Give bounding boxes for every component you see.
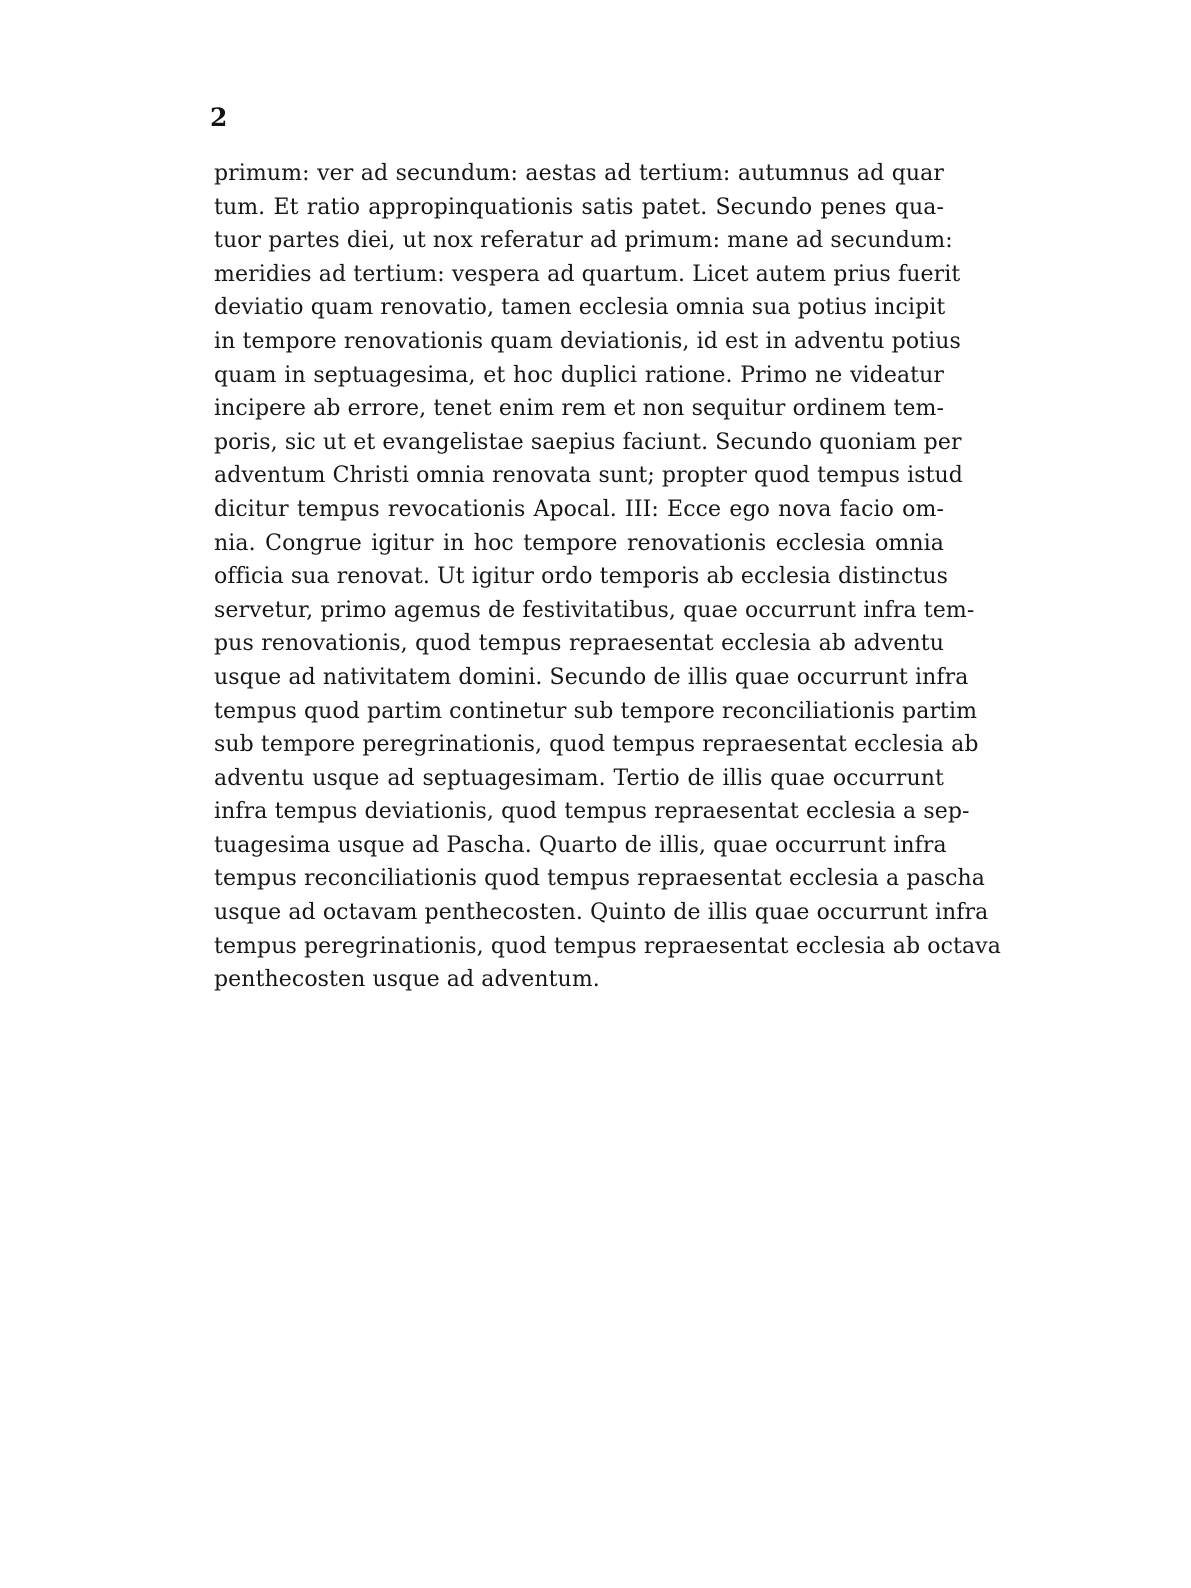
text-line: adventum Christi omnia renovata sunt; propter quod tempus istud (214, 463, 963, 489)
text-line: quam in septuagesima, et hoc duplici ratione. Primo ne videatur (214, 362, 944, 388)
text-line: dicitur tempus revocationis Apocal. III: Ecce ego nova facio om- (214, 496, 944, 522)
text-line: officia sua renovat. Ut igitur ordo temporis ab ecclesia distinctus (214, 564, 949, 590)
text-line: infra tempus deviationis, quod tempus repraesentat ecclesia a sep- (214, 799, 970, 825)
text-line: servetur, primo agemus de festivitatibus, quae occurrunt infra tem- (214, 597, 975, 623)
text-line: pus renovationis, quod tempus repraesentat ecclesia ab adventu (214, 631, 944, 657)
text-line: meridies ad tertium: vespera ad quartum. Licet autem prius fuerit (214, 261, 961, 287)
text-line: poris, sic ut et evangelistae saepius faciunt. Secundo quoniam per (214, 429, 962, 455)
text-line: tempus peregrinationis, quod tempus repraesentat ecclesia ab octava (214, 933, 1001, 959)
text-line: deviatio quam renovatio, tamen ecclesia omnia sua potius incipit (214, 295, 946, 321)
text-line: usque ad octavam penthecosten. Quinto de illis quae occurrunt infra (214, 900, 989, 926)
text-line-last: penthecosten usque ad adventum. (214, 967, 600, 993)
text-line: tempus reconciliationis quod tempus repraesentat ecclesia a pascha (214, 866, 986, 892)
text-line: tum. Et ratio appropinquationis satis patet. Secundo penes qua- (214, 194, 944, 220)
text-line: tempus quod partim continetur sub tempore reconciliationis partim (214, 698, 978, 724)
text-line: tuor partes diei, ut nox referatur ad primum: mane ad secundum: (214, 228, 953, 254)
text-line: primum: ver ad secundum: aestas ad tertium: autumnus ad quar (214, 161, 944, 186)
body-text (214, 157, 1001, 997)
text-line: adventu usque ad septuagesimam. Tertio de illis quae occurrunt (214, 765, 944, 791)
page-number: 2 (210, 103, 228, 132)
text-line: tuagesima usque ad Pascha. Quarto de illis, quae occurrunt infra (214, 832, 947, 858)
text-line: usque ad nativitatem domini. Secundo de illis quae occurrunt infra (214, 664, 969, 690)
text-line: sub tempore peregrinationis, quod tempus repraesentat ecclesia ab (214, 732, 979, 758)
text-line: in tempore renovationis quam deviationis, id est in adventu potius (214, 328, 961, 354)
text-line: nia. Congrue igitur in hoc tempore renovationis ecclesia omnia (214, 530, 944, 556)
text-line: incipere ab errore, tenet enim rem et non sequitur ordinem tem- (214, 396, 944, 422)
